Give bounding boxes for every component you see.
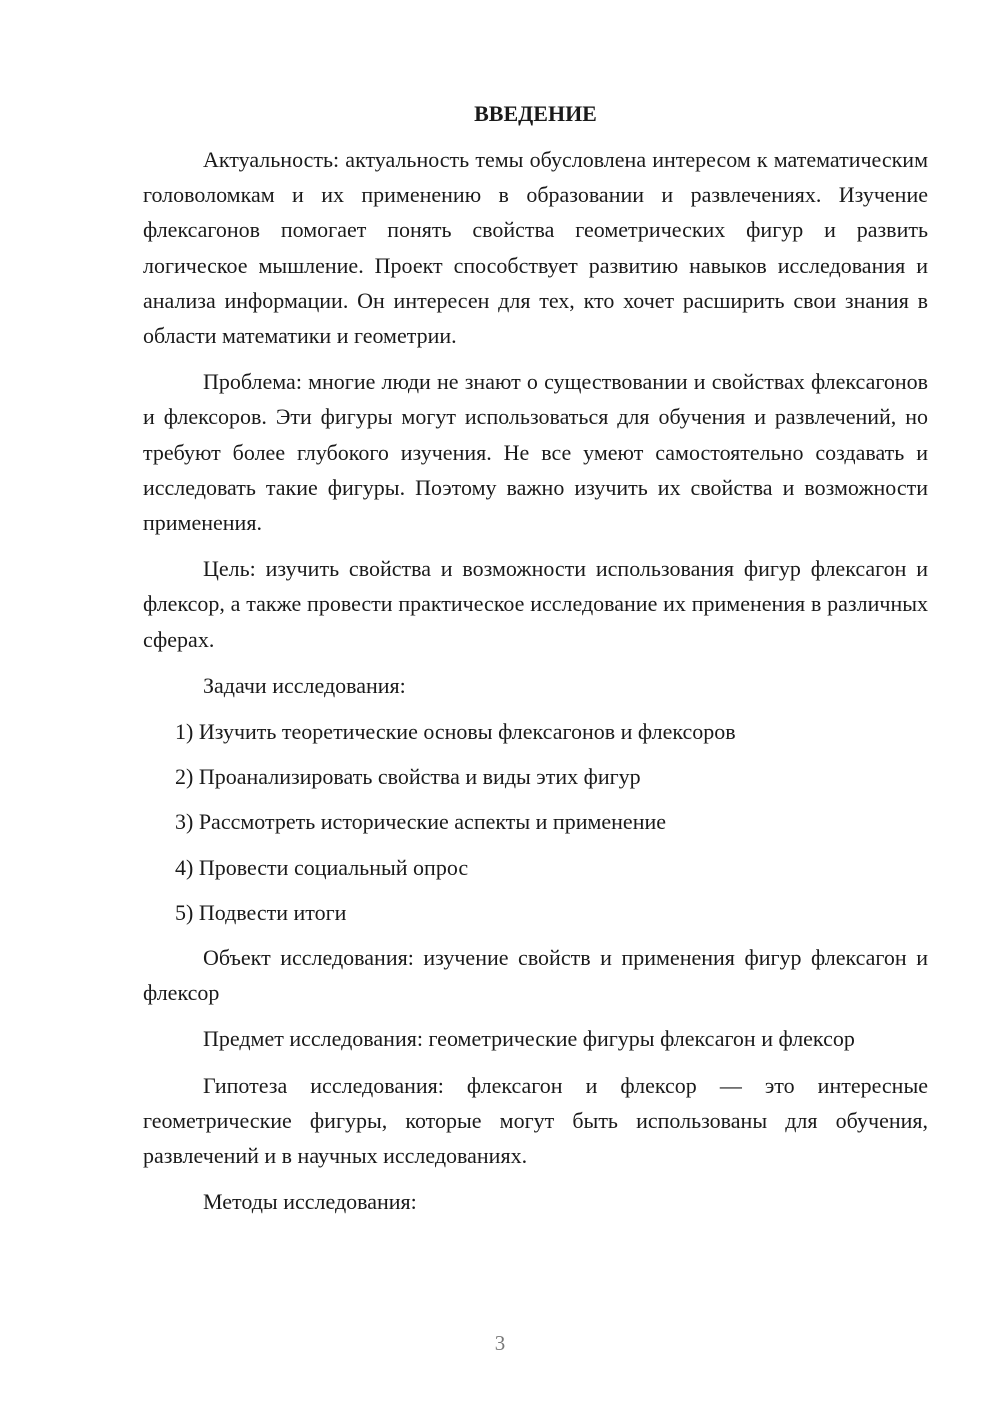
page-number: 3	[494, 1331, 506, 1355]
paragraph-tasks-heading: Задачи исследования:	[203, 672, 406, 698]
paragraph-subject: Предмет исследования: геометрические фигуры флексагон и флексор	[203, 1026, 855, 1052]
paragraph-problem: Проблема: многие люди не знают о существовании и свойствах флексагонов и флексоров. Эти фигуры могут использоваться для обучения и развлечений, но требуют более глубокого изучения. Не все умеют самостоятельно создавать и исследовать такие фигуры. Поэтому важно изучить их свойства и возможности применения.	[143, 369, 928, 536]
paragraph-hypothesis: Гипотеза исследования: флексагон и флексор — это интересные геометрические фигуры, которые могут быть использованы для обучения, развлечений и в научных исследованиях.	[143, 1072, 928, 1169]
paragraph-relevance: Актуальность: актуальность темы обусловлена интересом к математическим головоломкам и их применению в образовании и развлечениях. Изучение флексагонов помогает понять свойства геометрических фигур и развить логическое мышление. Проект способствует развитию навыков исследования и анализа информации. Он интересен для тех, кто хочет расширить свои знания в области математики и геометрии.	[143, 147, 928, 349]
task-item-1: 1) Изучить теоретические основы флексагонов и флексоров	[175, 719, 736, 745]
task-list	[143, 714, 928, 930]
paragraph-goal: Цель: изучить свойства и возможности использования фигур флексагон и флексор, а также провести практическое исследование их применения в различных сферах.	[143, 556, 928, 652]
section-title: ВВЕДЕНИЕ	[474, 101, 597, 126]
task-item-5: 5) Подвести итоги	[175, 899, 347, 925]
paragraph-methods: Методы исследования:	[203, 1189, 417, 1215]
task-item-3: 3) Рассмотреть исторические аспекты и применение	[175, 809, 667, 835]
task-item-4: 4) Провести социальный опрос	[175, 854, 469, 880]
task-item-2: 2) Проанализировать свойства и виды этих фигур	[175, 764, 641, 790]
paragraph-object: Объект исследования: изучение свойств и применения фигур флексагон и флексор	[143, 945, 928, 1006]
document-page	[143, 96, 928, 1230]
